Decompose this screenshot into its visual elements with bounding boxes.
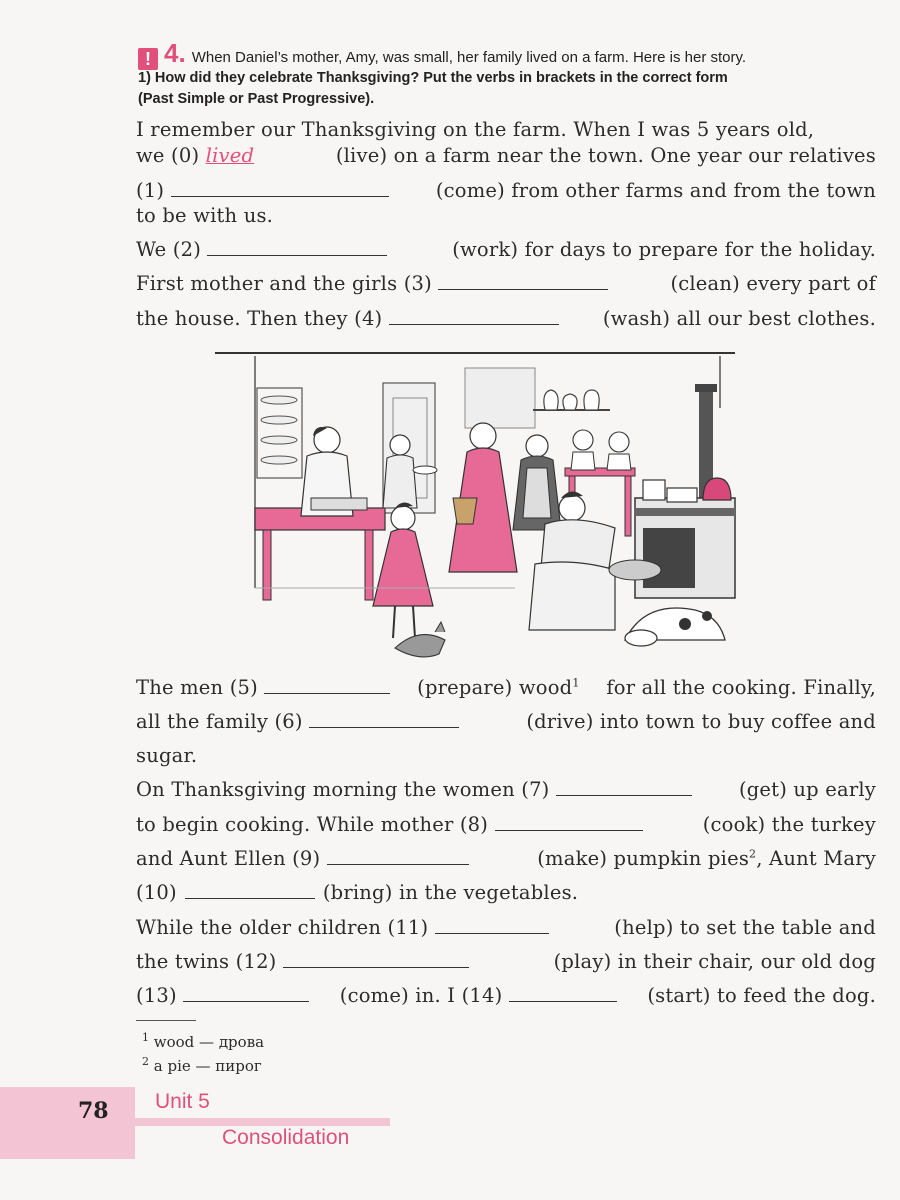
story-line: I remember our Thanksgiving on the farm. When I was 5 years old, xyxy=(136,118,815,141)
section-title: Consolidation xyxy=(222,1126,350,1149)
example-answer: lived xyxy=(205,144,255,167)
story-line: all the family (6) (drive) into town to buy coffee and xyxy=(136,710,876,733)
story-line: (13) (come) in. I (14) (start) to feed the dog. xyxy=(136,984,876,1007)
answer-blank-12[interactable] xyxy=(283,950,469,968)
answer-blank-11[interactable] xyxy=(435,916,549,934)
answer-blank-4[interactable] xyxy=(389,307,559,325)
page-number: 78 xyxy=(78,1098,109,1124)
answer-blank-10[interactable] xyxy=(185,881,315,899)
footer-band-strip xyxy=(135,1118,390,1126)
story-line: we (0) lived (live) on a farm near the town. One year our relatives xyxy=(136,144,876,167)
answer-blank-13[interactable] xyxy=(183,984,309,1002)
answer-blank-1[interactable] xyxy=(171,179,389,197)
answer-blank-7[interactable] xyxy=(556,778,692,796)
story-line: We (2) (work) for days to prepare for the holiday. xyxy=(136,238,876,261)
story-line: On Thanksgiving morning the women (7) (get) up early xyxy=(136,778,876,801)
story-line: While the older children (11) (help) to set the table and xyxy=(136,916,876,939)
story-line: and Aunt Ellen (9) (make) pumpkin pies$^2$, Aunt Mary xyxy=(136,847,876,870)
story-line: the twins (12) (play) in their chair, our old dog xyxy=(136,950,876,973)
story-line: First mother and the girls (3) (clean) every part of xyxy=(136,272,876,295)
task-intro: When Daniel’s mother, Amy, was small, her family lived on a farm. Here is her story. xyxy=(191,49,747,66)
task-header xyxy=(138,40,878,109)
story-line: the house. Then they (4) (wash) all our best clothes. xyxy=(136,307,876,330)
story-line: sugar. xyxy=(136,744,198,767)
answer-blank-8[interactable] xyxy=(495,813,643,831)
answer-blank-5[interactable] xyxy=(264,676,390,694)
thanksgiving-kitchen-illustration xyxy=(215,348,755,664)
footnote-2: $^2$ a pie — пирог xyxy=(142,1055,262,1075)
unit-title: Unit 5 xyxy=(155,1090,210,1113)
footer-band xyxy=(0,1087,135,1159)
story-line: (10) (bring) in the vegetables. xyxy=(136,881,579,904)
task-number: 4. xyxy=(164,38,186,68)
answer-blank-2[interactable] xyxy=(207,238,387,256)
story-line: to begin cooking. While mother (8) (cook) the turkey xyxy=(136,813,876,836)
answer-blank-9[interactable] xyxy=(327,847,469,865)
answer-blank-14[interactable] xyxy=(509,984,617,1002)
task-instruction-1: 1) How did they celebrate Thanksgiving? Put the verbs in brackets in the correct form xyxy=(138,70,728,86)
task-instruction-2: (Past Simple or Past Progressive). xyxy=(138,91,375,107)
footnote-1: $^1$ wood — дрова xyxy=(142,1031,265,1051)
story-line: to be with us. xyxy=(136,204,274,227)
answer-blank-3[interactable] xyxy=(438,272,608,290)
story-line: The men (5) (prepare) wood$^1$ for all the cooking. Finally, xyxy=(136,676,876,699)
answer-blank-6[interactable] xyxy=(309,710,459,728)
exclamation-icon: ! xyxy=(138,48,158,70)
story-line: (1) (come) from other farms and from the town xyxy=(136,179,876,202)
footnotes xyxy=(142,1028,264,1076)
footnote-rule xyxy=(136,1020,196,1021)
